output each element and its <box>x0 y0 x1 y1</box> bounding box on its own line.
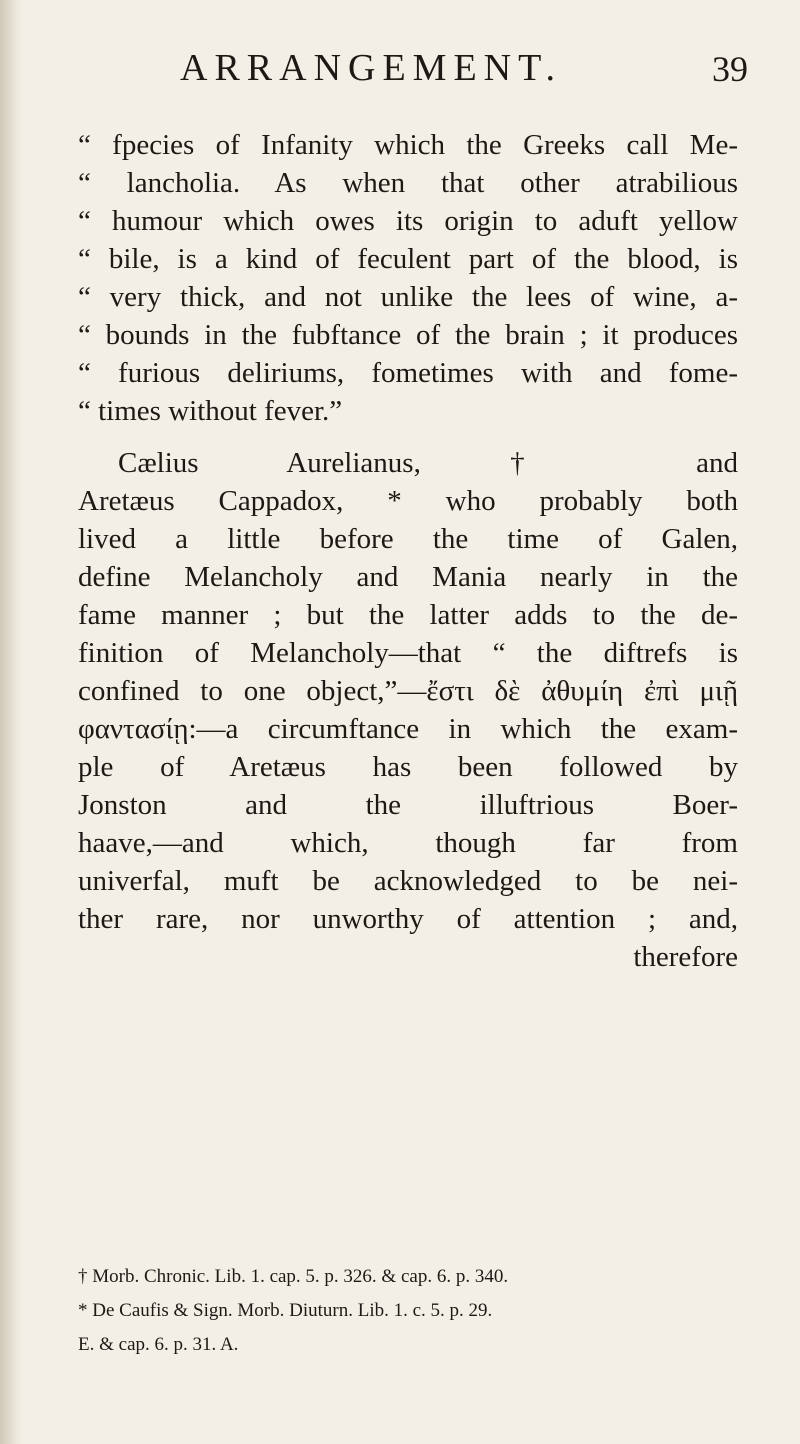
text-line: φαντασίῃ:—a circumftance in which the exam- <box>78 713 738 745</box>
text-line: “ humour which owes its origin to aduft yellow <box>78 205 738 237</box>
footnote: * De Caufis & Sign. Morb. Diuturn. Lib. 1. c. 5. p. 29. <box>78 1300 493 1321</box>
text-line: univerfal, muft be acknowledged to be nei- <box>78 865 738 897</box>
text-line: “ furious deliriums, fometimes with and fome- <box>78 357 738 389</box>
text-line: Cælius Aurelianus, † and <box>118 447 738 479</box>
text-line: confined to one object,”—ἔστι δὲ ἀθυμίη ἐπὶ μιῇ <box>78 675 738 707</box>
text-line: “ fpecies of Infanity which the Greeks call Me- <box>78 129 738 161</box>
running-title: ARRANGEMENT. <box>180 47 563 89</box>
footnote: † Morb. Chronic. Lib. 1. cap. 5. p. 326. & cap. 6. p. 340. <box>78 1266 509 1287</box>
text-line: haave,—and which, though far from <box>78 827 738 859</box>
main-text <box>78 126 738 976</box>
paragraph-gap <box>78 430 738 444</box>
page-number: 39 <box>712 49 748 89</box>
text-line: ther rare, nor unworthy of attention ; and, <box>78 903 738 935</box>
text-line: define Melancholy and Mania nearly in the <box>78 561 738 593</box>
page-binding-edge <box>0 0 22 1444</box>
text-line: finition of Melancholy—that “ the diftrefs is <box>78 637 738 669</box>
text-line: Aretæus Cappadox, * who probably both <box>78 485 738 517</box>
text-line: Jonston and the illuftrious Boer- <box>78 789 738 821</box>
text-line: “ bounds in the fubftance of the brain ; it produces <box>78 319 738 351</box>
text-line: lived a little before the time of Galen, <box>78 523 738 555</box>
text-line: “ very thick, and not unlike the lees of wine, a- <box>78 281 738 313</box>
text-line: “ lancholia. As when that other atrabilious <box>78 167 738 199</box>
text-line: “ bile, is a kind of feculent part of the blood, is <box>78 243 738 275</box>
text-line: ple of Aretæus has been followed by <box>78 751 738 783</box>
catchword: therefore <box>633 941 738 973</box>
footnote-continuation: E. & cap. 6. p. 31. A. <box>78 1334 239 1355</box>
text-line: “ times without fever.” <box>78 395 343 427</box>
footnotes <box>78 1260 738 1362</box>
text-line: fame manner ; but the latter adds to the de- <box>78 599 738 631</box>
